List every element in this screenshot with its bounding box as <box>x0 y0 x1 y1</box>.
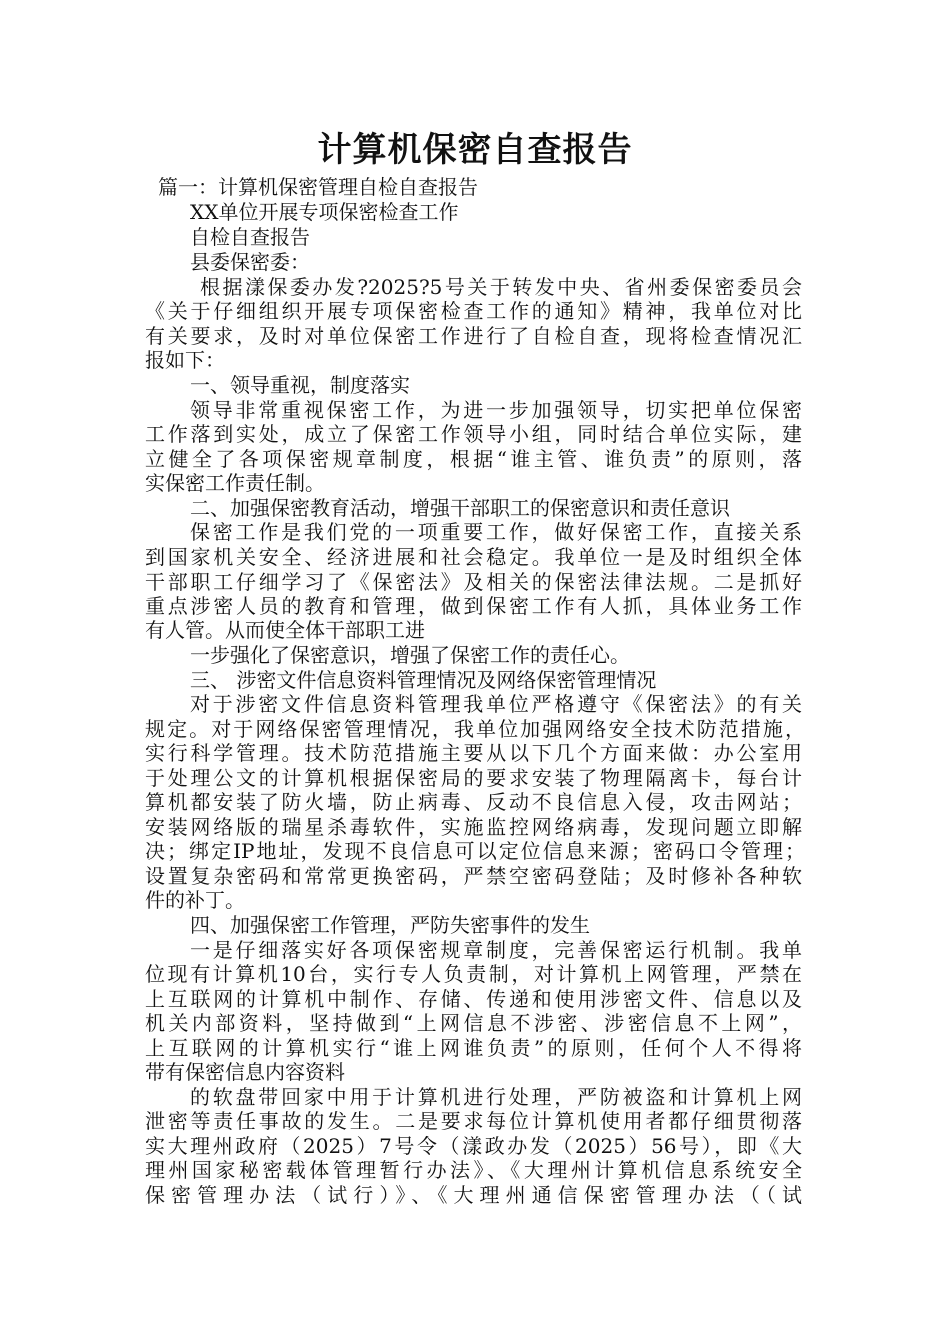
text-line: 领导非常重视保密工作，为进一步加强领导，切实把单位保密 <box>190 398 802 422</box>
text-line: 于处理公文的计算机根据保密局的要求安装了物理隔离卡，每台计 <box>145 766 802 790</box>
text-line: 实大理州政府（2025）7号令（漾政办发（2025）56号），即《大 <box>145 1134 802 1158</box>
text-line: 一步强化了保密意识，增强了保密工作的责任心。 <box>190 643 630 667</box>
text-line: 的软盘带回家中用于计算机进行处理，严防被盗和计算机上网 <box>190 1085 802 1109</box>
text-line: XX单位开展专项保密检查工作 <box>190 200 459 224</box>
document-title: 计算机保密自查报告 <box>317 130 633 170</box>
text-line: 理州国家秘密载体管理暂行办法》、《大理州计算机信息系统安全 <box>145 1158 802 1182</box>
text-line: 干部职工仔细学习了《保密法》及相关的保密法律法规。二是抓好 <box>145 570 802 594</box>
text-line: 上互联网的计算机实行“谁上网谁负责”的原则，任何个人不得将 <box>145 1036 802 1060</box>
text-line: 实保密工作责任制。 <box>145 471 325 495</box>
text-line: 对于涉密文件信息资料管理我单位严格遵守《保密法》的有关 <box>190 692 802 716</box>
text-line: 泄密等责任事故的发生。二是要求每位计算机使用者都仔细贯彻落 <box>145 1109 802 1133</box>
text-line: 有人管。从而使全体干部职工进 <box>145 618 425 642</box>
text-line: 有关要求，及时对单位保密工作进行了自检自查，现将检查情况汇 <box>145 324 802 348</box>
text-line: 件的补丁。 <box>145 888 245 912</box>
text-line: 保密管理办法（试行）》、《大理州通信保密管理办法（（试 <box>145 1183 802 1207</box>
text-line: 保密工作是我们党的一项重要工作，做好保密工作，直接关系 <box>190 520 802 544</box>
text-line: 规定。对于网络保密管理情况，我单位加强网络安全技术防范措施， <box>145 717 805 741</box>
text-line: 一、领导重视，制度落实 <box>190 373 410 397</box>
text-line: 到国家机关安全、经济进展和社会稳定。我单位一是及时组织全体 <box>145 545 802 569</box>
text-line: 根据漾保委办发?2025?5号关于转发中央、省州委保密委员会 <box>200 275 802 299</box>
text-line: 重点涉密人员的教育和管理，做到保密工作有人抓，具体业务工作 <box>145 594 802 618</box>
text-line: 县委保密委： <box>190 250 310 274</box>
text-line: 安装网络版的瑞星杀毒软件，实施监控网络病毒，发现问题立即解 <box>145 815 802 839</box>
text-line: 工作落到实处，成立了保密工作领导小组，同时结合单位实际，建 <box>145 422 802 446</box>
text-line: 二、加强保密教育活动，增强干部职工的保密意识和责任意识 <box>190 496 730 520</box>
text-line: 三、 涉密文件信息资料管理情况及网络保密管理情况 <box>190 668 657 692</box>
text-line: 篇一：计算机保密管理自检自查报告 <box>158 175 478 199</box>
text-line: 一是仔细落实好各项保密规章制度，完善保密运行机制。我单 <box>190 938 802 962</box>
text-line: 实行科学管理。技术防范措施主要从以下几个方面来做：办公室用 <box>145 741 802 765</box>
text-line: 决；绑定IP地址，发现不良信息可以定位信息来源；密码口令管理； <box>145 839 805 863</box>
text-line: 带有保密信息内容资料 <box>145 1060 345 1084</box>
text-line: 设置复杂密码和常常更换密码，严禁空密码登陆；及时修补各种软 <box>145 864 802 888</box>
text-line: 报如下： <box>145 348 225 372</box>
text-line: 位现有计算机10台，实行专人负责制，对计算机上网管理，严禁在 <box>145 962 802 986</box>
text-line: 立健全了各项保密规章制度，根据“谁主管、谁负责”的原则，落 <box>145 447 802 471</box>
text-line: 《关于仔细组织开展专项保密检查工作的通知》精神，我单位对比 <box>145 299 802 323</box>
text-line: 机关内部资料，坚持做到“上网信息不涉密、涉密信息不上网”， <box>145 1011 802 1035</box>
text-line: 算机都安装了防火墙，防止病毒、反动不良信息入侵，攻击网站； <box>145 790 802 814</box>
text-line: 自检自查报告 <box>190 225 310 249</box>
text-line: 上互联网的计算机中制作、存储、传递和使用涉密文件、信息以及 <box>145 987 802 1011</box>
text-line: 四、加强保密工作管理，严防失密事件的发生 <box>190 913 590 937</box>
